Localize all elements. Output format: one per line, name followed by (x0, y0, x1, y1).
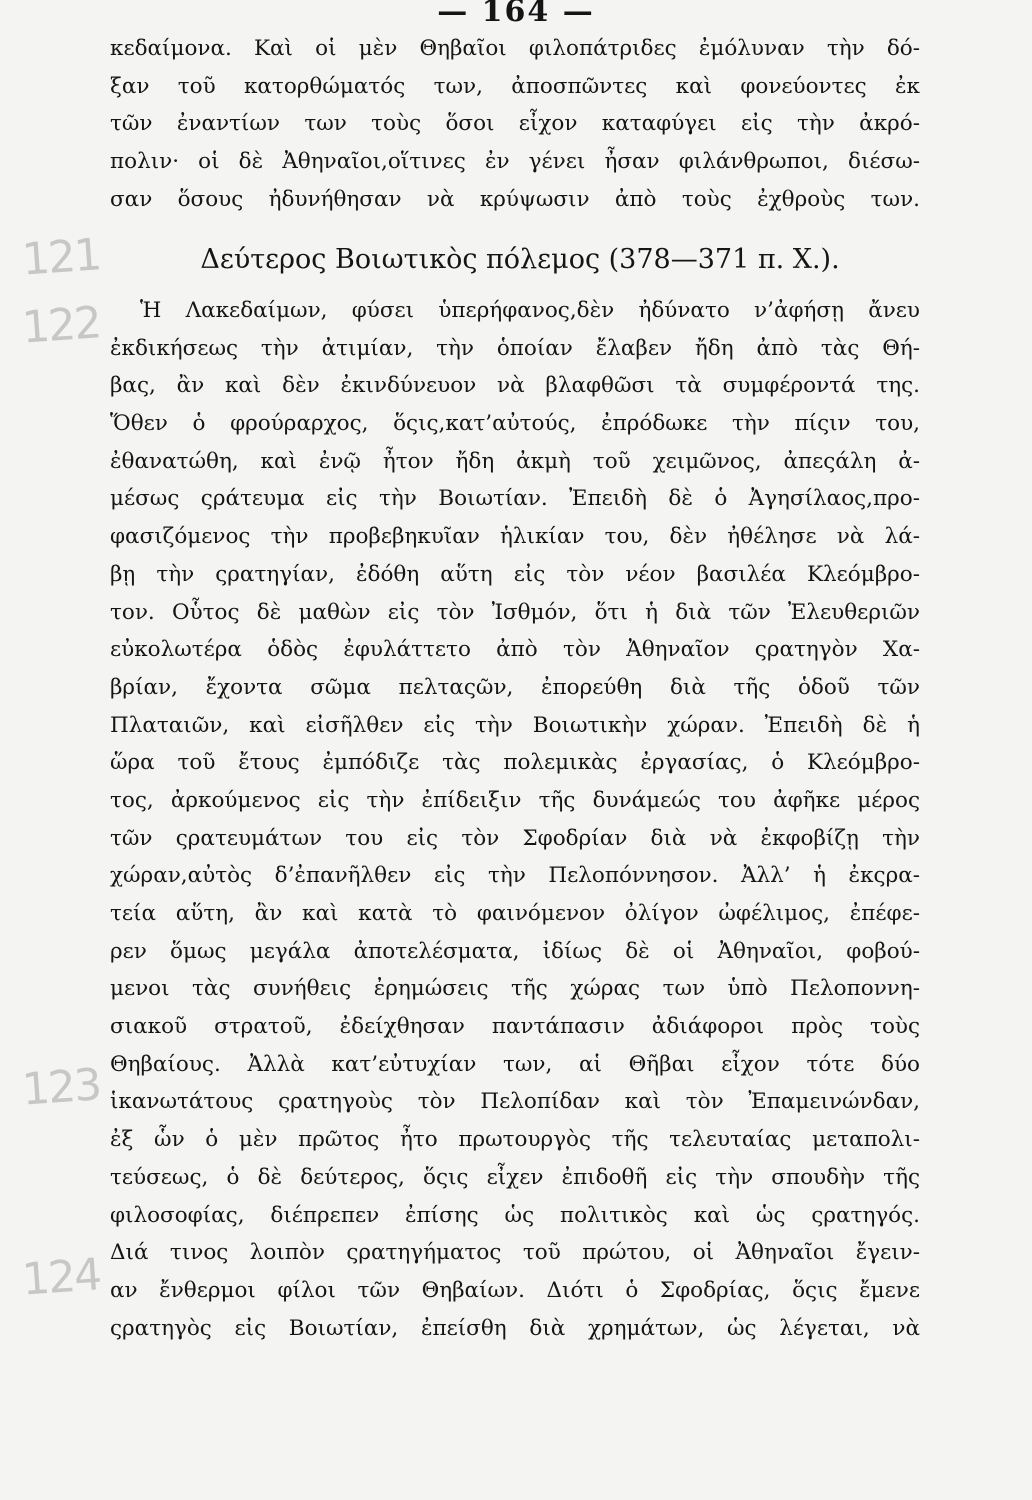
text-line: σιακοῦ στρατοῦ, ἐδείχθησαν παντάπασιν ἀδιάφοροι πρὸς τοὺς (110, 1014, 920, 1040)
text-line: Διά τινος λοιπὸν ςρατηγήματος τοῦ πρώτου, οἱ Ἀθηναῖοι ἔγειν- (110, 1240, 920, 1266)
text-line: μέσως ςράτευμα εἰς τὴν Βοιωτίαν. Ἐπειδὴ δὲ ὁ Ἀγησίλαος,προ- (110, 486, 920, 512)
text-line: βῃ τὴν ςρατηγίαν, ἐδόθη αὕτη εἰς τὸν νέον βασιλέα Κλεόμβρο- (110, 561, 920, 587)
text-line: ἐθανατώθη, καὶ ἐνῷ ἦτον ἤδη ἀκμὴ τοῦ χειμῶνος, ἀπεςάλη ἀ- (110, 448, 920, 474)
text-line: σαν ὅσους ἠδυνήθησαν νὰ κρύψωσιν ἀπὸ τοὺς ἐχθροὺς των. (110, 186, 920, 212)
section-heading: Δεύτερος Βοιωτικὸς πόλεμος (378—371 π. Χ.). (200, 244, 840, 275)
text-line: τεία αὕτη, ἂν καὶ κατὰ τὸ φαινόμενον ὀλίγον ὠφέλιμος, ἐπέφε- (110, 901, 920, 926)
text-line: Πλαταιῶν, καὶ εἰσῆλθεν εἰς τὴν Βοιωτικὴν χώραν. Ἐπειδὴ δὲ ἡ (110, 712, 920, 738)
text-line: τεύσεως, ὁ δὲ δεύτερος, ὅςις εἶχεν ἐπιδοθῆ εἰς τὴν σπουδὴν τῆς (110, 1164, 920, 1190)
text-line: ὥρα τοῦ ἔτους ἐμπόδιζε τὰς πολεμικὰς ἐργασίας, ὁ Κλεόμβρο- (110, 750, 920, 776)
text-line: φιλοσοφίας, διέπρεπεν ἐπίσης ὡς πολιτικὸς καὶ ὡς ςρατηγός. (110, 1202, 920, 1228)
text-line: ςρατηγὸς εἰς Βοιωτίαν, ἐπείσθη διὰ χρημάτων, ὡς λέγεται, νὰ (110, 1315, 920, 1341)
text-line: τῶν ἐναντίων των τοὺς ὅσοι εἶχον καταφύγει εἰς τὴν ἀκρό- (110, 111, 920, 137)
body-paragraph (110, 292, 920, 1347)
text-line: κεδαίμονα. Καὶ οἱ μὲν Θηβαῖοι φιλοπάτριδες ἐμόλυναν τὴν δό- (110, 36, 920, 61)
text-line: χώραν,αὐτὸς δ’ἐπανῆλθεν εἰς τὴν Πελοπόννησον. Ἀλλ’ ἡ ἐκςρα- (110, 863, 920, 889)
text-line: ἱκανωτάτους ςρατηγοὺς τὸν Πελοπίδαν καὶ τὸν Ἐπαμεινώνδαν, (110, 1089, 920, 1115)
text-line: φασιζόμενος τὴν προβεβηκυῖαν ἡλικίαν του, δὲν ἠθέλησε νὰ λά- (110, 524, 920, 550)
text-line: ἐκδικήσεως τὴν ἀτιμίαν, τὴν ὁποίαν ἔλαβεν ἤδη ἀπὸ τὰς Θή- (110, 335, 920, 361)
text-line: Ὅθεν ὁ φρούραρχος, ὅςις,κατ’αὐτούς, ἐπρόδωκε τὴν πίςιν του, (110, 411, 920, 437)
margin-note: 124 (20, 1249, 102, 1306)
text-line: τον. Οὗτος δὲ μαθὼν εἰς τὸν Ἰσθμόν, ὅτι ἡ διὰ τῶν Ἐλευθεριῶν (110, 599, 920, 625)
text-line: τῶν ςρατευμάτων του εἰς τὸν Σφοδρίαν διὰ νὰ ἐκφοβίζῃ τὴν (110, 825, 920, 851)
text-line: ρεν ὅμως μεγάλα ἀποτελέσματα, ἰδίως δὲ οἱ Ἀθηναῖοι, φοβού- (110, 938, 920, 964)
margin-note: 121 (20, 229, 102, 286)
text-line: αν ἔνθερμοι φίλοι τῶν Θηβαίων. Διότι ὁ Σφοδρίας, ὅςις ἔμενε (110, 1277, 920, 1303)
text-line: ξαν τοῦ κατορθώματός των, ἀποσπῶντες καὶ φονεύοντες ἐκ (110, 73, 920, 99)
margin-note: 123 (20, 1059, 102, 1116)
text-line: βας, ἂν καὶ δὲν ἐκινδύνευον νὰ βλαφθῶσι τὰ συμφέροντά της. (110, 373, 920, 399)
text-line: ἐξ ὧν ὁ μὲν πρῶτος ἦτο πρωτουργὸς τῆς τελευταίας μεταπολι- (110, 1127, 920, 1153)
text-line: τος, ἀρκούμενος εἰς τὴν ἐπίδειξιν τῆς δυνάμεώς του ἀφῆκε μέρος (110, 787, 920, 813)
text-line: Ἡ Λακεδαίμων, φύσει ὑπερήφανος,δὲν ἠδύνατο ν’ἀφήσῃ ἄνευ (140, 298, 920, 323)
top-paragraph (110, 30, 920, 218)
margin-note: 122 (20, 297, 102, 354)
text-line: μενοι τὰς συνήθεις ἐρημώσεις τῆς χώρας των ὑπὸ Πελοποννη- (110, 976, 920, 1002)
page-number: — 164 — (437, 0, 595, 29)
text-line: Θηβαίους. Ἀλλὰ κατ’εὐτυχίαν των, αἱ Θῆβαι εἶχον τότε δύο (110, 1051, 920, 1077)
text-line: εὐκολωτέρα ὁδὸς ἐφυλάττετο ἀπὸ τὸν Ἀθηναῖον ςρατηγὸν Χα- (110, 637, 920, 663)
text-line: βρίαν, ἔχοντα σῶμα πελταςῶν, ἐπορεύθη διὰ τῆς ὁδοῦ τῶν (110, 674, 920, 700)
text-line: πολιν· οἱ δὲ Ἀθηναῖοι,οἵτινες ἐν γένει ἦσαν φιλάνθρωποι, διέσω- (110, 149, 920, 175)
